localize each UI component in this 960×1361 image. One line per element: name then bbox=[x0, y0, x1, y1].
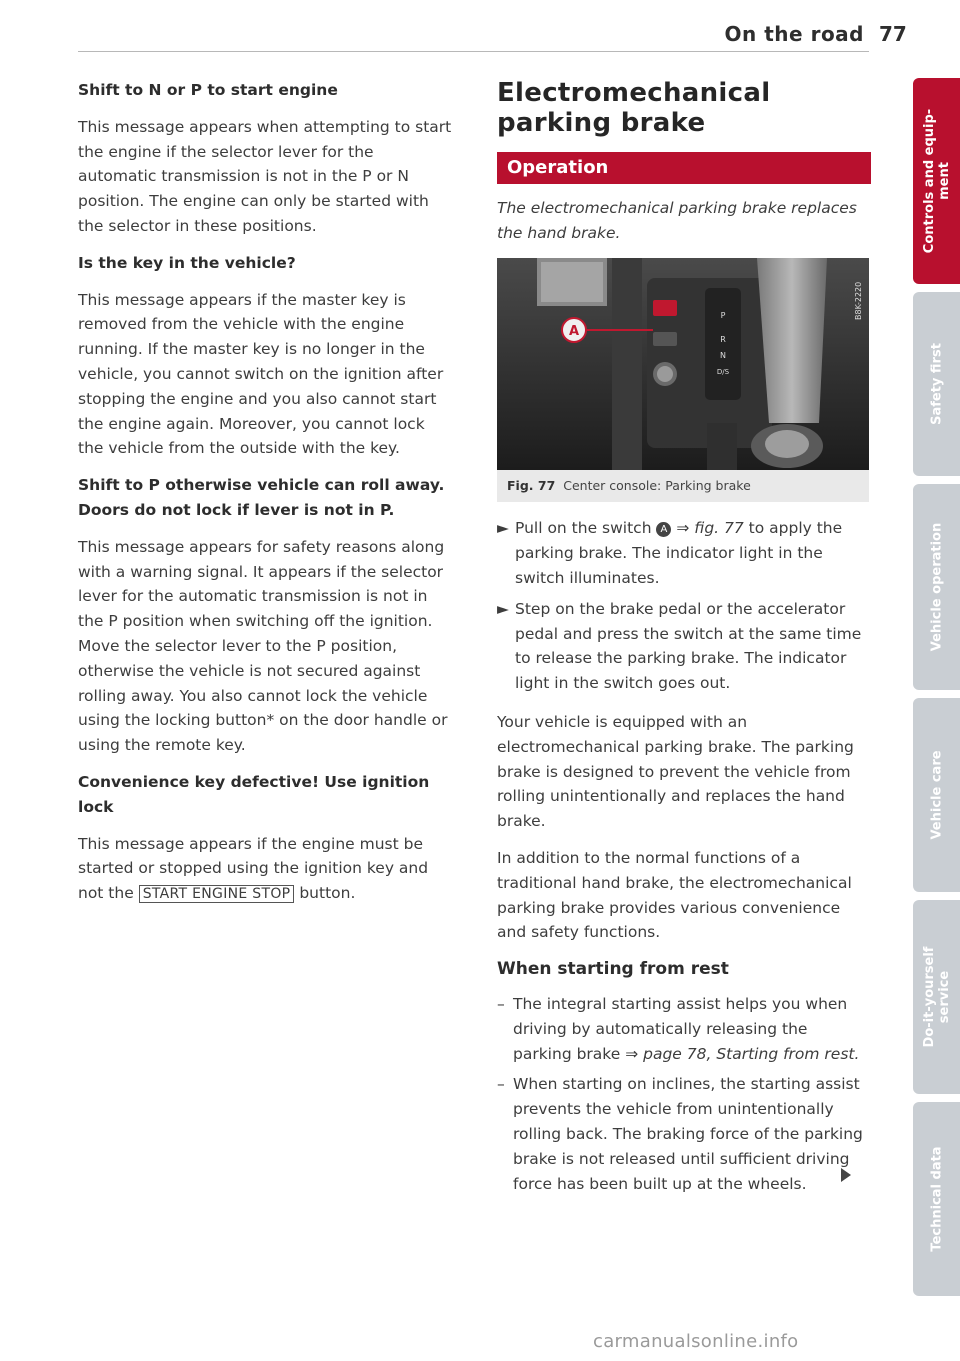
figure-code: B8K-2220 bbox=[854, 281, 863, 320]
body-paragraph-equipped: Your vehicle is equipped with an electromechanical parking brake. The parking brake is designed to prevent the vehicle from rolling unintentionally and replaces the hand brake. bbox=[497, 712, 854, 831]
message-heading-convenience-key: Convenience key defective! Use ignition lock bbox=[78, 772, 430, 816]
gear-r-label: R bbox=[720, 334, 726, 344]
message-heading-key-in-vehicle: Is the key in the vehicle? bbox=[78, 253, 296, 272]
dash-bullet: – bbox=[497, 994, 505, 1013]
callout-a-label: A bbox=[568, 323, 580, 339]
tab-controls-and-equipment[interactable] bbox=[913, 78, 960, 284]
text-span: to apply the parking brake. The indicator light in the switch illuminates. bbox=[515, 519, 843, 587]
operation-section-bar: Operation bbox=[497, 152, 871, 184]
tab-label: Safety first bbox=[929, 343, 944, 425]
tab-do-it-yourself-service[interactable] bbox=[913, 900, 960, 1094]
tab-vehicle-care[interactable] bbox=[913, 698, 960, 892]
figure-caption bbox=[497, 470, 869, 503]
page-cross-reference[interactable]: ⇒ page 78, Starting from rest. bbox=[625, 1044, 860, 1063]
figure-caption-text: Center console: Parking brake bbox=[563, 477, 751, 493]
text-span: button. bbox=[294, 884, 356, 903]
text-span: This message appears if the engine must be started or stopped using the ignition key and not the bbox=[78, 834, 429, 903]
running-header-section: On the road bbox=[724, 22, 864, 46]
section-title: Electromechanical parking brake bbox=[497, 78, 771, 138]
tab-vehicle-operation[interactable] bbox=[913, 484, 960, 690]
body-paragraph-functions: In addition to the normal functions of a traditional hand brake, the electromechanical parking brake provides various convenience and safety functions. bbox=[497, 848, 852, 942]
gear-shifter-boot bbox=[757, 258, 827, 423]
tab-label: Technical data bbox=[929, 1146, 944, 1252]
gear-n-label: N bbox=[720, 350, 726, 360]
instruction-bullet-apply bbox=[497, 516, 871, 590]
circled-a-icon: A bbox=[656, 522, 671, 537]
message-text-shift-to-p: This message appears for safety reasons along with a warning signal. It appears if the selector lever for the automatic transmission is not in the P position when switching off the ignition. Move the selector lever to the P position, otherwise the vehicle is not secured against rolling away. You also cannot lock the vehicle using the locking button* on the door handle or using the remote key. bbox=[78, 537, 448, 755]
dash-item-inclines bbox=[497, 1072, 871, 1196]
text-span: When starting on inclines, the starting assist prevents the vehicle from unintentionally rolling back. The braking force of the parking brake is not released until sufficient driving force has been built up at the wheels. bbox=[513, 1075, 863, 1193]
text-span: Pull on the switch bbox=[515, 519, 657, 538]
watermark: carmanualsonline.info bbox=[593, 1331, 799, 1352]
text-span: The integral starting assist helps you when driving by automatically releasing the parking brake bbox=[513, 994, 848, 1063]
continue-arrow-icon bbox=[841, 1168, 851, 1182]
left-column bbox=[78, 78, 452, 919]
text-span: Step on the brake pedal or the accelerator pedal and press the switch at the same time to release the parking brake. The indicator light in the switch goes out. bbox=[515, 599, 862, 693]
tab-label: Do-it-yourself service bbox=[921, 946, 952, 1048]
message-heading-shift-to-p: Shift to P otherwise vehicle can roll away. Doors do not lock if lever is not in P. bbox=[78, 476, 445, 519]
gear-p-label: P bbox=[720, 310, 726, 320]
start-engine-stop-keycap: START ENGINE STOP bbox=[139, 885, 295, 903]
dash-item-starting-assist bbox=[497, 992, 871, 1066]
tab-label: Vehicle care bbox=[929, 750, 944, 840]
tab-label: Controls and equip- ment bbox=[921, 108, 952, 254]
message-text-shift-n-p: This message appears when attempting to start the engine if the selector lever for the automatic transmission is not in the P or N position. The engine can only be started with the selector in these positions. bbox=[78, 117, 452, 235]
header-rule bbox=[78, 51, 869, 52]
instruction-bullet-release bbox=[497, 597, 871, 696]
gear-ds-label: D/S bbox=[716, 367, 730, 376]
figure-number: Fig. 77 bbox=[507, 477, 556, 493]
message-text-convenience-key bbox=[78, 832, 452, 907]
triangle-bullet-icon: ► bbox=[497, 599, 509, 618]
intro-text: The electromechanical parking brake replaces the hand brake. bbox=[497, 199, 857, 242]
center-console-figure bbox=[497, 258, 869, 470]
triangle-bullet-icon: ► bbox=[497, 519, 509, 538]
subheading-starting-from-rest: When starting from rest bbox=[497, 959, 729, 980]
tab-label: Vehicle operation bbox=[929, 522, 944, 652]
parking-brake-switch bbox=[653, 300, 677, 316]
message-text-key-in-vehicle: This message appears if the master key is removed from the vehicle with the engine running. If the master key is no longer in the vehicle, you cannot switch on the ignition after stopping the engine and you also cannot start the engine again. Moreover, you cannot lock the vehicle from the outside with the key. bbox=[78, 290, 444, 458]
message-heading-shift-n-p: Shift to N or P to start engine bbox=[78, 81, 338, 99]
page-number: 77 bbox=[879, 22, 907, 46]
tab-technical-data[interactable] bbox=[913, 1102, 960, 1296]
dash-bullet: – bbox=[497, 1075, 505, 1094]
tab-safety-first[interactable] bbox=[913, 292, 960, 476]
right-column bbox=[497, 78, 871, 1202]
center-console-illustration bbox=[497, 258, 869, 470]
figure-cross-reference[interactable]: ⇒ fig. 77 bbox=[676, 519, 744, 538]
